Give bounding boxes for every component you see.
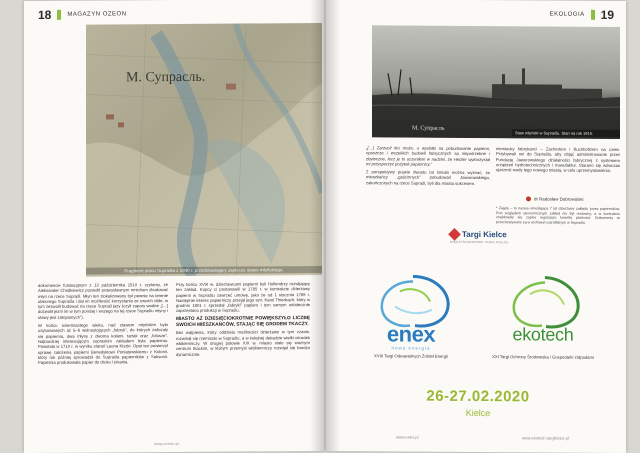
accent-bar [57, 10, 61, 20]
author-icon [526, 196, 531, 201]
photo-drawing [372, 25, 620, 139]
historic-map-image [86, 23, 322, 277]
ekotech-description: XXI Targi Ochrony Środowiska i Gospodarki Odpadami [492, 354, 594, 360]
ekotech-logo-block [482, 272, 604, 375]
enex-description: XVIII Targi Odnawialnych Źródeł Energii [374, 353, 448, 359]
left-footer-url: www.ozeon.pl [154, 440, 179, 447]
gutter-shadow [310, 0, 324, 451]
author-name: dr Radosław Dobrowolski [534, 196, 584, 202]
paragraph: niemiecky fabrykanci – Zachertem i Buchholtzem na czele. Przybywali oni do Supraśla, aby objąć administrowanie przez Fundację Jaworowskiego działalności fabrycznej z systemem urządzeń hydrotechnicznych i manufaktur. Starano się wówczas ujarzmić wody tego nowego miasta, w celu uprzemysłowienia. [496, 146, 620, 174]
left-page [24, 0, 324, 453]
trade-fair-advert [332, 225, 624, 449]
left-page-number: 18 [38, 7, 52, 22]
targi-subtitle: MIĘDZYNARODOWE TARGI KIELCE [450, 239, 509, 245]
gutter-shadow [326, 0, 340, 451]
subheading: MIASTO AŻ DZIESIĘCIOKROTNIE POWIĘKSZYŁO LICZBĘ SWOICH MIESZKAŃCÓW, STAJĄC SIĘ GRODEM TKACZY. [176, 315, 310, 328]
enex-logo-block [350, 271, 472, 374]
left-column-2 [176, 281, 310, 360]
targi-mark-icon [448, 228, 461, 241]
right-header [550, 8, 614, 22]
left-column-1 [38, 282, 168, 368]
author-line [526, 196, 584, 201]
footnote: * Zajęte – to nazwa określająca 7 lat dzierżawy zakładu przez papierników. Pod względem ekonomicznym zakład nie był rentowny, a w kontrakcie znajdowały się zapisy regulujące kwestię płatności. Dokumenty te przechowywane są w archiwum parafialnym w Supraślu. [496, 206, 620, 225]
targi-logo-text: Targi Kielce [462, 229, 507, 240]
event-date: 26-27.02.2020 [426, 387, 530, 406]
left-header [38, 7, 127, 22]
right-column-1 [366, 145, 490, 189]
right-section-title: EKOLOGIA [549, 11, 585, 18]
paragraph: Przy końcu XVIII w. dzierżawcami papierni byli Hollendrzy rozwijający ten zakład. Kupcy ci postanowili w 1785 r. w kontrakcie dzierżawy papierni w Supraślu zawrzeć umowę, jako że od 1 stycznia 1789 r. Następnie interes papierniczy przejął jego syn, Karol Thierbach, który w grudniu 1801 r. sprzedał „fabryki” papieru i tym samym ostatecznie zaprzestano produkcji w Supraślu. [176, 281, 310, 314]
quote-paragraph: „[…] Zarzucił kto może, o wydatki na pobudowanie papierni, opuszcze i wszelkich budowli fabrycznych są niepotrzebne i zbyteczne, lecz je to uczyniłem w nadziei, że Heizler wykorzystał mi przysporzyć pożytek papiernicy.” [366, 145, 490, 167]
left-section-title: MAGAZYN OZEON [67, 11, 127, 18]
event-city: Kielce [465, 407, 491, 419]
ekotech-name: ekotech [512, 324, 574, 345]
right-page [326, 0, 626, 453]
accent-bar [591, 10, 595, 20]
enex-name: enex [386, 321, 436, 347]
map-title: M. Супрасль. [126, 69, 206, 86]
paragraph: Z perspektywy prawie dwustu lat śmiało można wyznać, że mieszkańcy „gościnnych” pobudowań Jaworowskiego, zakończonych na rzece Supraśl, byli dla miasta sukcesem. [366, 169, 490, 186]
historic-photo [372, 25, 620, 139]
right-column-2 [496, 146, 620, 176]
targi-kielce-logo [450, 230, 509, 244]
ekotech-url: www.ekotech.targikielce.pl [522, 435, 569, 441]
paragraph: dokumencie fundacyjnym z 13 października 1510 r. czytamy, że Aleksander Chodkiewicz pozwolił prawosławnym mnichom zbudować młyn na rzece Supraśl. Młyn ten zlokalizowany był pewnie na terenie obecnego Supraśla i dał im możliwość korzystania ze swoich dóbr, w tym zezwolił budować na rzece Supraśl jazy (czyli zapory wodne „[…] dozwolił jezni im w tym poniżej i wszego na tej rzece Supraślu młyny i stawy jest zatopionych”). [38, 282, 168, 320]
magazine-spread [18, 0, 628, 452]
photo-inscription: М. Супрасль [412, 125, 445, 132]
enex-url: www.enex.pl [396, 434, 419, 440]
photo-caption: Staw młyński w Supraślu. Stan na rok 1915. [512, 129, 620, 137]
enex-tagline: nowa energia [391, 345, 431, 351]
right-page-number: 19 [600, 7, 614, 22]
paragraph: Bez wątpienia, który oddziela możliwości dzierżawy w tym czasie, rozwinął się rzemiosło w Supraślu, a w kolejnej dekadzie wielki ośrodek włókienniczy. W drugiej połowie XIX w. miasto stało się ważnym centrum tkackim, w którym przemysł włókienniczy rozwijał się bardzo dynamicznie. [176, 329, 310, 357]
map-caption: Fragment planu Supraśla z 1840 r. przedstawiający zaplecze stawu młyńskiego. [86, 266, 322, 275]
map-drawing [86, 23, 322, 277]
paragraph: W końcu osiemnastego wieku, nad stawem młyńskim było usytuowanych aż 5–6 wolnostojących „fabryk”, do których zaliczały się papiernia, dwa młyny z dwoma kołami, tartak oraz „folusze”. Najbardziej interesującym supraskim zakładem była papiernia. Powstała w 1710 r. w wyniku starań Leona Kiszki. Opat ten powierzył sprawę założenia papierni Benedyktowi Poniatowskiemu z Kolonii, który rok później sprowadził do Supraśla papierników z Saksonii. Papiernia produkowała papier do druku i pisania. [38, 322, 168, 366]
